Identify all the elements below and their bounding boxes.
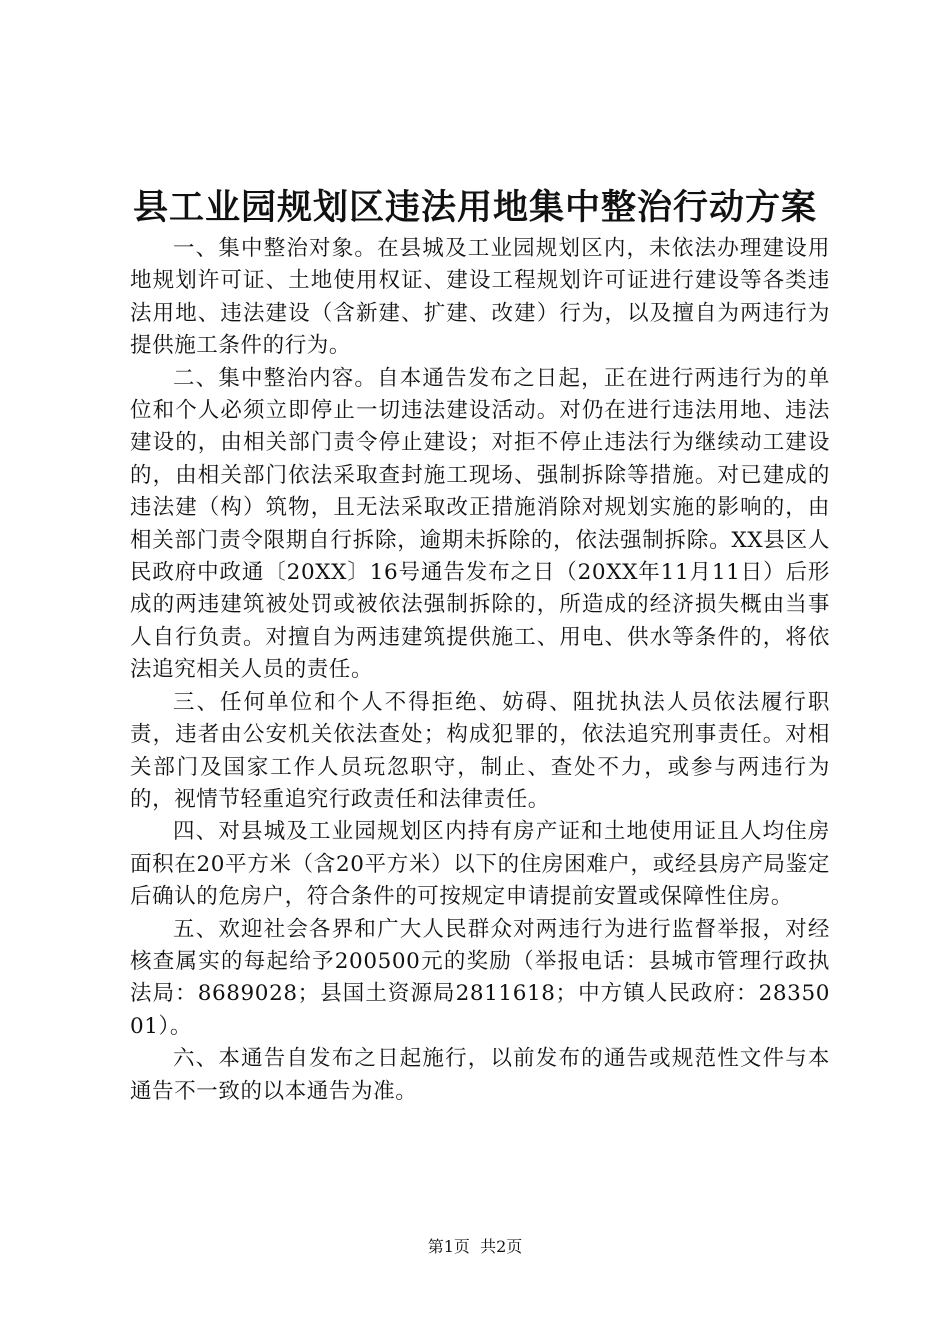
paragraph-3: 三、任何单位和个人不得拒绝、妨碍、阻扰执法人员依法履行职责，违者由公安机关依法查处；构成犯罪的，依法追究刑事责任。对相关部门及国家工作人员玩忽职守，制止、查处不力，或参与两违行为的，视情节轻重追究行政责任和法律责任。 bbox=[130, 689, 830, 812]
paragraph-1: 一、集中整治对象。在县城及工业园规划区内，未依法办理建设用地规划许可证、土地使用权证、建设工程规划许可证进行建设等各类违法用地、违法建设（含新建、扩建、改建）行为，以及擅自为两违行为提供施工条件的行为。 bbox=[130, 236, 830, 359]
page-number: 第1页 bbox=[427, 1237, 470, 1256]
paragraph-5: 五、欢迎社会各界和广大人民群众对两违行为进行监督举报，对经核查属实的每起给予200500元的奖励（举报电话：县城市管理行政执法局：8689028；县国土资源局2811618；中方镇人民政府：2835001）。 bbox=[130, 916, 830, 1039]
page-total: 共2页 bbox=[480, 1237, 523, 1256]
document-title: 县工业园规划区违法用地集中整治行动方案 bbox=[132, 187, 817, 228]
paragraph-6: 六、本通告自发布之日起施行，以前发布的通告或规范性文件与本通告不一致的以本通告为准。 bbox=[130, 1046, 830, 1104]
paragraph-2: 二、集中整治内容。自本通告发布之日起，正在进行两违行为的单位和个人必须立即停止一切违法建设活动。对仍在进行违法用地、违法建设的，由相关部门责令停止建设；对拒不停止违法行为继续动工建设的，由相关部门依法采取查封施工现场、强制拆除等措施。对已建成的违法建（构）筑物，且无法采取改正措施消除对规划实施的影响的，由相关部门责令限期自行拆除，逾期未拆除的，依法强制拆除。XX县区人民政府中政通〔20XX〕16号通告发布之日（20XX年11月11日）后形成的两违建筑被处罚或被依法强制拆除的，所造成的经济损失概由当事人自行负责。对擅自为两违建筑提供施工、用电、供水等条件的，将依法追究相关人员的责任。 bbox=[130, 365, 830, 683]
document-body bbox=[130, 233, 830, 1108]
page-footer bbox=[0, 1236, 950, 1258]
paragraph-4: 四、对县城及工业园规划区内持有房产证和土地使用证且人均住房面积在20平方米（含20平方米）以下的住房困难户，或经县房产局鉴定后确认的危房户，符合条件的可按规定申请提前安置或保障性住房。 bbox=[130, 819, 830, 910]
